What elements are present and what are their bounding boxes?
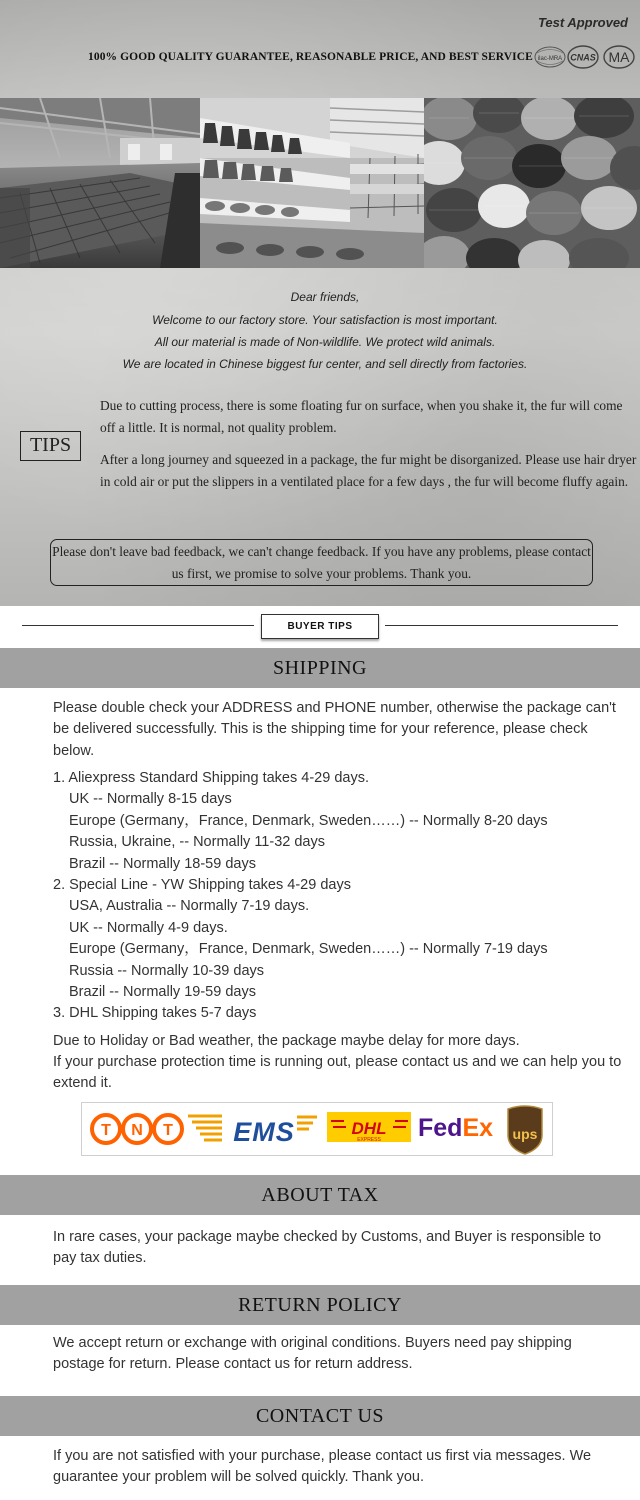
store-banner: [0, 0, 640, 606]
shipping-region-line: Russia -- Normally 10-39 days: [69, 962, 265, 979]
greeting-line-2: Welcome to our factory store. Your satisfaction is most important.: [152, 313, 498, 327]
ilac-mra-text: ilac-MRA: [537, 56, 563, 62]
cnas-logo: [566, 44, 600, 70]
buyer-tips-divider: [0, 606, 640, 646]
factory-warehouse-photo: [0, 98, 200, 268]
buyer-tips-label: BUYER TIPS: [261, 614, 379, 639]
return-policy-header: RETURN POLICY: [0, 1285, 640, 1325]
contact-us-header: CONTACT US: [0, 1396, 640, 1436]
about-tax-header: ABOUT TAX: [0, 1175, 640, 1215]
shipping-region-line: USA, Australia -- Normally 7-19 days.: [69, 898, 310, 915]
divider-line-right: [385, 625, 618, 626]
factory-photo-strip: [0, 98, 640, 268]
ilac-mra-logo: [533, 44, 567, 70]
shipping-times-list: [53, 768, 623, 1025]
guarantee-headline: 100% GOOD QUALITY GUARANTEE, REASONABLE PRICE, AND BEST SERVICE: [88, 51, 533, 63]
slipper-shelves-photo: [200, 98, 424, 268]
tips-label: TIPS: [20, 431, 81, 461]
shipping-intro: Please double check your ADDRESS and PHONE number, otherwise the package can't be delivered successfully. This is the shipping time for your reference, please check below.: [53, 700, 616, 759]
about-tax-text: In rare cases, your package maybe checked by Customs, and Buyer is responsible to pay tax duties.: [53, 1229, 602, 1267]
purchase-protection-note: If your purchase protection time is running out, please contact us and we can help you to extend it.: [53, 1054, 622, 1092]
svg-text:EMS: EMS: [233, 1117, 295, 1147]
shipping-region-line: Europe (Germany，France, Denmark, Sweden……) -- Normally 8-20 days: [69, 812, 548, 829]
ma-text: MA: [608, 49, 630, 65]
shipping-delay-note: Due to Holiday or Bad weather, the package maybe delay for more days.: [53, 1033, 520, 1049]
shipping-region-line: Brazil -- Normally 19-59 days: [69, 984, 256, 1001]
shipping-method-line: 1. Aliexpress Standard Shipping takes 4-29 days.: [53, 770, 369, 786]
svg-text:FedEx: FedEx: [418, 1114, 494, 1142]
return-policy-text: We accept return or exchange with original conditions. Buyers need pay shipping postage for return. Please contact us for return address.: [53, 1335, 572, 1373]
shipping-header: SHIPPING: [0, 648, 640, 688]
dhl-logo: [327, 1112, 411, 1143]
ups-logo: [508, 1106, 542, 1154]
shipping-region-line: Russia, Ukraine, -- Normally 11-32 days: [69, 834, 325, 851]
fur-samples-photo: [424, 98, 640, 268]
contact-us-text: If you are not satisfied with your purchase, please contact us first via messages. We guarantee your problem will be solved quickly. Thank you.: [53, 1448, 592, 1486]
feedback-notice: Please don't leave bad feedback, we can't change feedback. If you have any problems, please contact us first, we promise to solve your problems. Thank you.: [50, 539, 593, 586]
tips-paragraph-fluffy: After a long journey and squeezed in a package, the fur might be disorganized. Please use hair dryer in cold air or put the slippers in a ventilated place for a few days , the fur will become fluffy again.: [100, 452, 637, 489]
svg-text:T: T: [101, 1122, 111, 1139]
shipping-method-line: 2. Special Line - YW Shipping takes 4-29 days: [53, 877, 351, 894]
tnt-logo: [92, 1115, 182, 1143]
svg-text:N: N: [131, 1122, 143, 1139]
shipping-region-line: Brazil -- Normally 18-59 days: [69, 855, 256, 872]
divider-line-left: [22, 625, 254, 626]
greeting-line-4: We are located in Chinese biggest fur center, and sell directly from factories.: [122, 357, 528, 371]
svg-text:T: T: [163, 1122, 173, 1139]
svg-text:DHL: DHL: [351, 1119, 387, 1138]
fedex-logo: [418, 1114, 493, 1142]
shipping-region-line: UK -- Normally 8-15 days: [69, 791, 232, 808]
greeting-line-3: All our material is made of Non-wildlife. We protect wild animals.: [154, 335, 496, 349]
shipping-region-line: Europe (Germany，France, Denmark, Sweden……) -- Normally 7-19 days: [69, 941, 548, 958]
tips-paragraph-fur: Due to cutting process, there is some floating fur on surface, when you shake it, the fur will come off a little. It is normal, not quality problem.: [100, 398, 623, 435]
dhl-express-text: EXPRESS: [357, 1137, 381, 1143]
svg-text:ups: ups: [512, 1126, 538, 1142]
shipping-method-line: 3. DHL Shipping takes 5-7 days: [53, 1005, 257, 1022]
cnas-text: CNAS: [570, 52, 596, 63]
greeting-line-1: Dear friends,: [290, 290, 360, 304]
ems-logo: [188, 1116, 317, 1147]
ma-logo: [602, 44, 636, 70]
shipping-region-line: UK -- Normally 4-9 days.: [69, 919, 228, 936]
test-approved-label: Test Approved: [537, 15, 628, 30]
carrier-logos: [81, 1102, 553, 1156]
